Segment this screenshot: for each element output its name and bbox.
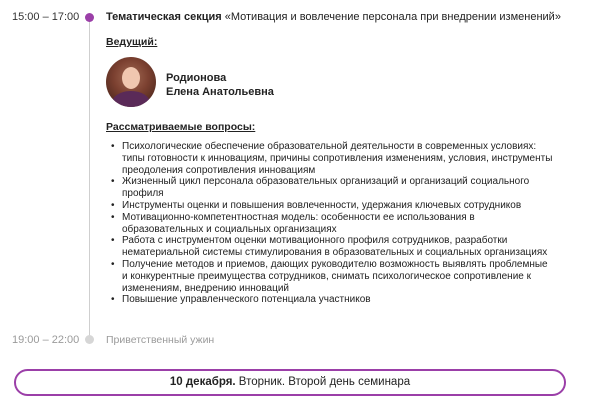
timeline-dot-active [85,13,94,22]
next-day-description: Вторник. Второй день семинара [235,376,411,388]
avatar-body [112,91,150,107]
speaker-name [166,71,274,99]
topic-item: • Психологические обеспечение образовательной деятельности в современных условиях: типы готовности к инновациям, причины сопротивления изменениям, условия, инструменты преодоления сопротивления инновациям [108,141,553,176]
next-day-date: 10 декабря. [169,376,236,388]
topics-list [108,141,553,306]
topics-label: Рассматриваемые вопросы: [106,121,256,133]
session-type: Тематическая секция [106,11,222,23]
topic-item: • Инструменты оценки и повышения вовлеченности, удержания ключевых сотрудников [108,200,553,212]
dinner-title: Приветственный ужин [106,334,215,346]
timeline-dot-muted [85,335,94,344]
topic-item: • Повышение управленческого потенциала участников [108,294,553,306]
session-name: «Мотивация и вовлечение персонала при внедрении изменений» [224,11,561,23]
topic-item: • Получение методов и приемов, дающих руководителю возможность выявлять проблемные и конкурентные преимущества сотрудников, снимать психологическое сопротивление к изменениям, внедрению инноваций [108,259,553,294]
topic-item: • Жизненный цикл персонала образовательных организаций и организаций социального профиля [108,176,553,200]
host-label: Ведущий: [106,36,158,48]
speaker-given-names: Елена Анатольевна [166,86,274,98]
dinner-time: 19:00 – 22:00 [12,334,80,346]
speaker-avatar [106,57,156,107]
next-day-banner[interactable] [14,369,566,396]
topic-item: • Мотивационно-компетентностная модель: особенности ее использования в образовательных и социальных организациях [108,212,553,236]
topic-item: • Работа с инструментом оценки мотивационного профиля сотрудников, разработки нематериальной системы стимулирования в образовательных и социальных организациях [108,235,553,259]
session-time: 15:00 – 17:00 [12,11,80,23]
avatar-face [122,67,140,89]
timeline-line [89,18,90,340]
session-title [106,11,561,23]
speaker-surname: Родионова [166,72,227,84]
